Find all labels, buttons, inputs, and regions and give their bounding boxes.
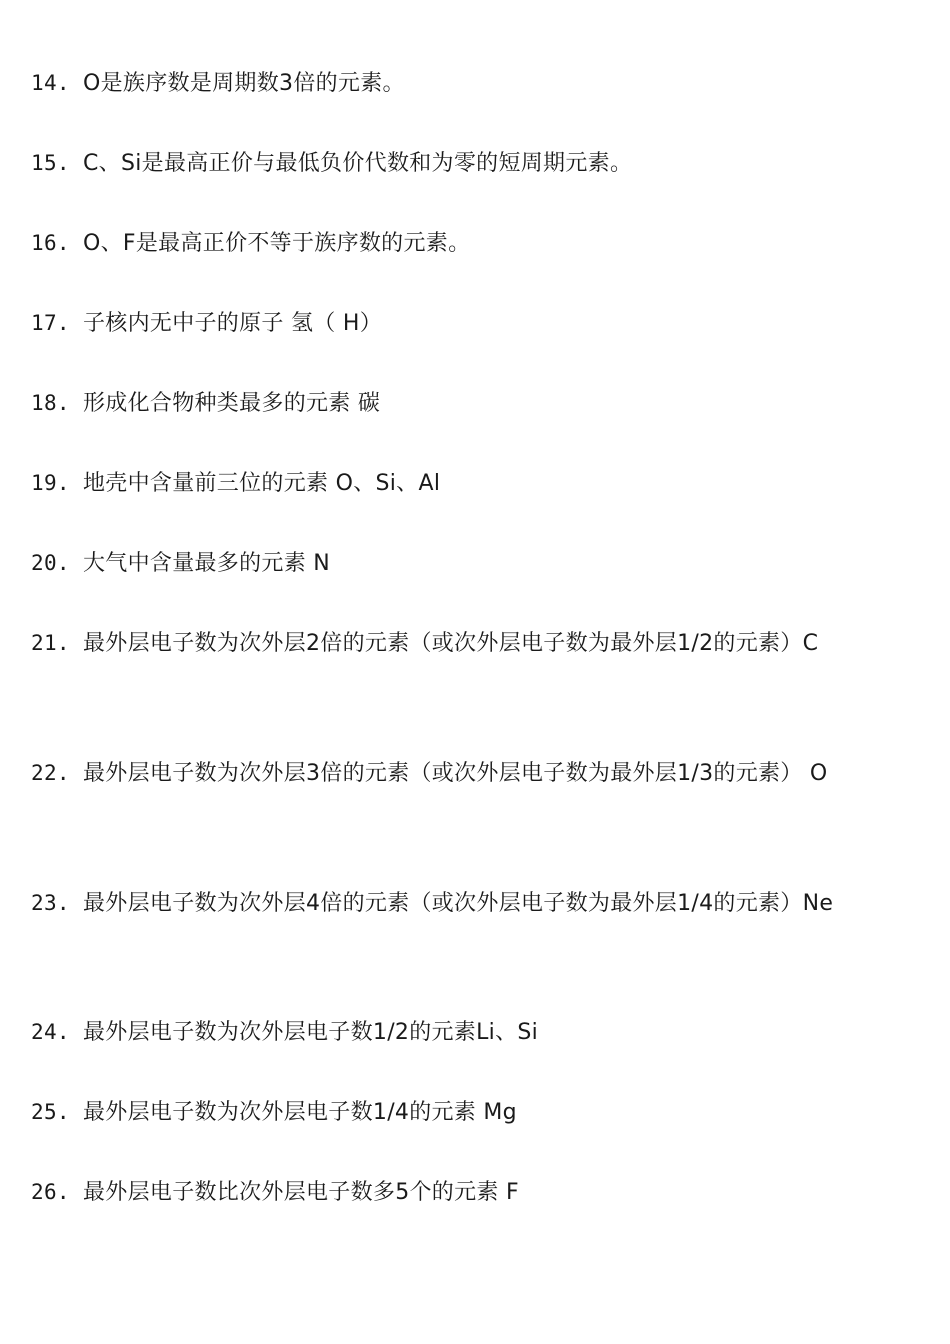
item-number: 26. — [31, 1180, 70, 1204]
item-number: 19. — [31, 471, 70, 495]
list-item — [31, 59, 901, 108]
list-item — [31, 1168, 901, 1217]
item-number: 23. — [31, 891, 70, 915]
item-text: 形成化合物种类最多的元素 碳 — [83, 391, 381, 416]
list-item — [31, 539, 901, 588]
item-number: 20. — [31, 551, 70, 575]
list-item — [31, 379, 901, 428]
list-item — [31, 139, 901, 188]
item-number: 16. — [31, 231, 70, 255]
list-item — [31, 749, 901, 798]
item-text: 大气中含量最多的元素 N — [83, 551, 331, 576]
list-item — [31, 299, 901, 348]
item-text: 最外层电子数为次外层电子数1/2的元素Li、Si — [83, 1020, 539, 1045]
item-text: 最外层电子数为次外层电子数1/4的元素 Mg — [83, 1100, 517, 1125]
item-text: 最外层电子数比次外层电子数多5个的元素 F — [83, 1180, 519, 1205]
list-item — [31, 619, 901, 668]
item-text: 最外层电子数为次外层3倍的元素（或次外层电子数为最外层1/3的元素） O — [83, 761, 828, 786]
list-item — [31, 879, 901, 928]
item-number: 15. — [31, 151, 70, 175]
item-text: O、F是最高正价不等于族序数的元素。 — [83, 231, 471, 256]
list-item — [31, 1088, 901, 1137]
item-number: 17. — [31, 311, 70, 335]
item-text: C、Si是最高正价与最低负价代数和为零的短周期元素。 — [83, 151, 633, 176]
item-number: 14. — [31, 71, 70, 95]
item-number: 24. — [31, 1020, 70, 1044]
list-item — [31, 459, 901, 508]
item-text: O是族序数是周期数3倍的元素。 — [83, 71, 405, 96]
item-text: 最外层电子数为次外层4倍的元素（或次外层电子数为最外层1/4的元素）Ne — [83, 891, 834, 916]
item-text: 子核内无中子的原子 氢（ H） — [83, 311, 383, 336]
item-number: 18. — [31, 391, 70, 415]
item-number: 25. — [31, 1100, 70, 1124]
list-item — [31, 1008, 901, 1057]
item-text: 最外层电子数为次外层2倍的元素（或次外层电子数为最外层1/2的元素）C — [83, 631, 819, 656]
list-item — [31, 219, 901, 268]
item-number: 21. — [31, 631, 70, 655]
item-text: 地壳中含量前三位的元素 O、Si、Al — [83, 471, 441, 496]
item-number: 22. — [31, 761, 70, 785]
